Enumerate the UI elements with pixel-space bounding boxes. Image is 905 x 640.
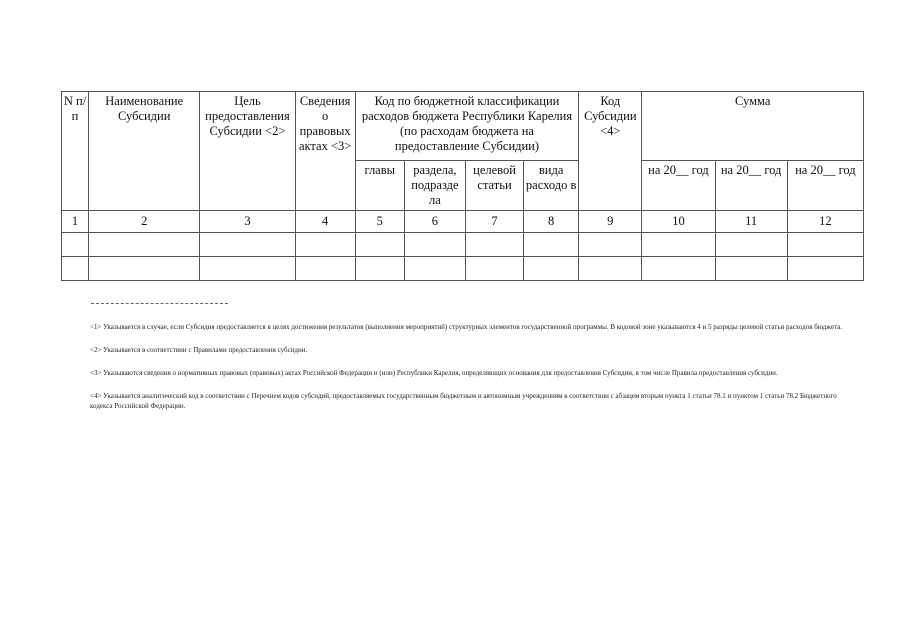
header-year-1: на 20__ год: [642, 161, 715, 211]
table-cell: [715, 257, 787, 281]
column-number: 4: [295, 211, 355, 233]
table-cell: [89, 233, 200, 257]
footnote-3: <3> Указываются сведения о нормативных правовых (правовых) актах Российской Федерации и (или) Республики Карелия, определяющих основания для предоставления Субсидии, в том числе Правила предоставления субсидии.: [90, 369, 778, 377]
column-number: 11: [715, 211, 787, 233]
column-number: 9: [579, 211, 642, 233]
table-cell: [62, 233, 89, 257]
column-number: 8: [524, 211, 579, 233]
header-chapter: главы: [355, 161, 404, 211]
table-cell: [465, 233, 523, 257]
table-cell: [715, 233, 787, 257]
header-subsidy-name: Наименование Субсидии: [89, 92, 200, 211]
header-budget-code: Код по бюджетной классификации расходов бюджета Республики Карелия (по расходам бюджета на предоставление Субсидии): [355, 92, 579, 161]
header-subsidy-code: Код Субсидии <4>: [579, 92, 642, 211]
column-numbers-row: [62, 211, 864, 233]
header-purpose: Цель предоставления Субсидии <2>: [200, 92, 295, 211]
column-number: 10: [642, 211, 715, 233]
table-cell: [200, 233, 295, 257]
table-cell: [579, 257, 642, 281]
column-number: 2: [89, 211, 200, 233]
table-cell: [355, 257, 404, 281]
table-cell: [642, 233, 715, 257]
table-cell: [787, 233, 863, 257]
header-sum: Сумма: [642, 92, 864, 161]
header-legal-acts: Сведения о правовых актах <3>: [295, 92, 355, 211]
header-expense-type: вида расходо в: [524, 161, 579, 211]
table-row: [62, 233, 864, 257]
footnote-1: <1> Указывается в случае, если Субсидия предоставляется в целях достижения результатов (выполнения мероприятий) структурных элементов государственной программы. В кодовой зоне указываются 4 и 5 разряды целевой статьи расходов бюджета.: [90, 323, 843, 331]
table-cell: [404, 233, 465, 257]
table-cell: [89, 257, 200, 281]
header-year-3: на 20__ год: [787, 161, 863, 211]
table-cell: [200, 257, 295, 281]
header-row-1: [62, 92, 864, 161]
table-cell: [524, 233, 579, 257]
table-cell: [524, 257, 579, 281]
table-cell: [355, 233, 404, 257]
header-target-item: целевой статьи: [465, 161, 523, 211]
column-number: 7: [465, 211, 523, 233]
header-year-2: на 20__ год: [715, 161, 787, 211]
subsidies-table: [61, 91, 864, 281]
footnote-2: <2> Указывается в соответствии с Правилами предоставления субсидии.: [90, 346, 308, 354]
column-number: 3: [200, 211, 295, 233]
column-number: 5: [355, 211, 404, 233]
column-number: 1: [62, 211, 89, 233]
table-cell: [465, 257, 523, 281]
header-number: N п/п: [62, 92, 89, 211]
footnote-4: <4> Указывается аналитический код в соответствии с Перечнем кодов субсидий, предоставляемых государственным бюджетным и автономным учреждениям в соответствии с абзацем вторым пункта 1 статьи 78.1 и пунктом 1 статьи 78.2 Бюджетного кодекса Российской Федерации.: [90, 392, 837, 410]
footnote-separator: [91, 303, 228, 304]
table-row: [62, 257, 864, 281]
table-cell: [295, 257, 355, 281]
table-cell: [642, 257, 715, 281]
table-cell: [295, 233, 355, 257]
header-section: раздела, подразде ла: [404, 161, 465, 211]
table-cell: [62, 257, 89, 281]
column-number: 6: [404, 211, 465, 233]
table-cell: [787, 257, 863, 281]
table-cell: [579, 233, 642, 257]
footnotes: [90, 322, 845, 424]
column-number: 12: [787, 211, 863, 233]
table-cell: [404, 257, 465, 281]
